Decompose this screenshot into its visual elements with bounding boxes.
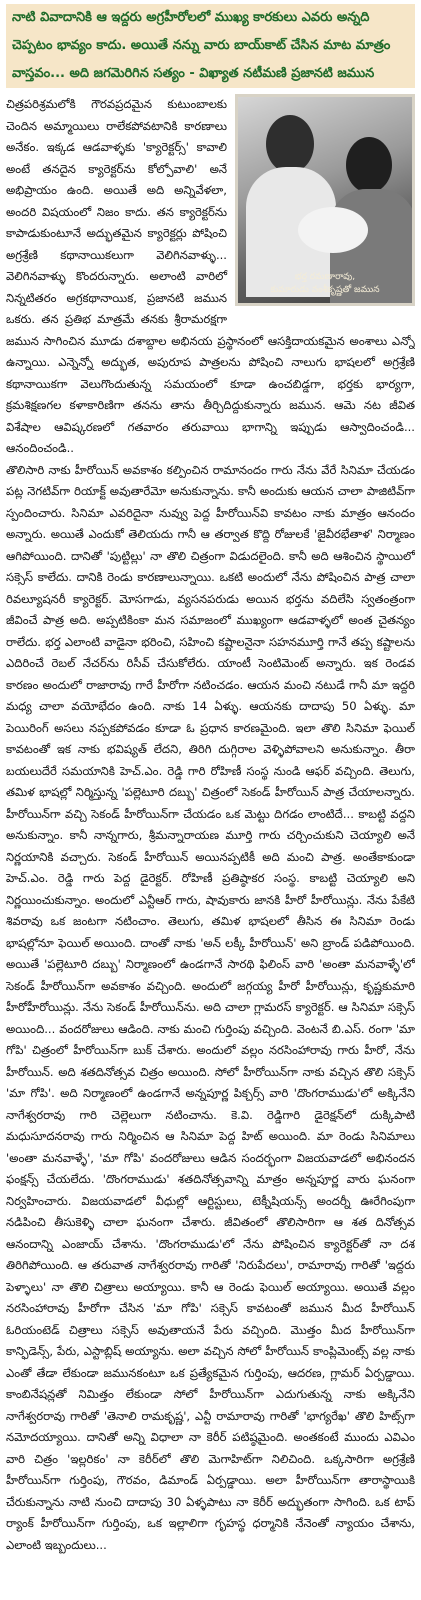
photo-figure-husband (266, 115, 314, 173)
photo-caption-line: కుమారుడు వంశీకృష్ణతో జమున (270, 285, 380, 295)
photo-caption (238, 271, 412, 297)
intro-paragraph: చిత్రపరిశ్రమలోకి గౌరవప్రదమైన కుటుంబాలకు చెందిన అమ్మాయిలు రాలేకపోవటానికి కారణాలు అనేకం. ఇక్కడ ఆడవాళ్ళకు 'క్యారెక్టర్స్' కావాలి అంటే తనదైన క్యారెక్టర్‌ను కోల్పోవాలి' అనే అభిప్రాయం ఉంది. అయితే అది అన్నివేళలా, అందరి విషయంలో నిజం కాదు. తన క్యారెక్టర్‌ను కాపాడుకుంటూనే అద్భుతమైన క్యారెక్టర్లు పోషించి అగ్రశ్రేణి కథానాయికలుగా వెలిగినవాళ్ళు... వెలిగినవాళ్ళు కొందరున్నారు. అలాంటి వారిలో నిన్నటితరం అగ్రకథానాయిక, ప్రజానటి జమున ఒకరు. తన ప్రతిభ మాత్రమే తనకు శ్రీరామరక్షగా జమున సాగించిన మూడు దశాబ్దాల అభినయ ప్రస్థానంలో ఆసక్తిదాయకమైన అంశాలు ఎన్నో ఉన్నాయి. ఎన్నెన్నో అద్భుత, అపురూప పాత్రలను పోషించి నాలుగు భాషలలో అగ్రశ్రేణి కథానాయికగా వెలుగొందుతున్న సమయంలో కూడా ఉంచబిడ్డగా, భర్తకు భార్యగా, క్రమశిక్షణగల కళాకారిణిగా తనను తాను తీర్చిదిద్దుకున్నారు జమున. ఆమె నట జీవిత విశేషాల ఆవిష్కరణలో గతవారం తరువాయి భాగాన్ని ఇప్పుడు ఆస్వాదించండి... ఆనందించండి.. (6, 97, 415, 455)
headline-line: చెప్పటం భావ్యం కాదు. అయితే నన్ను వారు బాయ్‌కాట్ చేసిన మాట మాత్రం (12, 38, 391, 53)
photo-caption-line: భర్త రమణారావు, (294, 272, 356, 282)
headline-line: నాటి వివాదానికి ఆ ఇద్దరు అగ్రహీరోలలో ముఖ్య కారకులు ఎవరు అన్నది (12, 10, 370, 25)
headline-line: వాస్తవం... అది జగమెరిగిన సత్యం - విఖ్యాత నటీమణి ప్రజానటి జమున (12, 66, 375, 81)
photo-figure-jamuna (346, 137, 392, 193)
family-photo (235, 94, 415, 306)
photo-figure-son (298, 207, 368, 253)
article-body (6, 94, 415, 1596)
headline-banner (6, 4, 415, 88)
body-paragraph: తొలిసారి నాకు హీరోయిన్ అవకాశం కల్పించిన రామానందం గారు నేను వేరే సినిమా చేయడం పట్ల నెగటివ్‌గా రియాక్ట్ అవుతారేమో అనుకున్నాను. కానీ అందుకు ఆయన చాలా పాజిటివ్‌గా స్పందించారు. సినిమా ఎవరిదైనా నువ్వు పెద్ద హీరోయిన్‌వి కావటం నాకు మాత్రం ఆనందం అన్నారు. అయితే ఎందుకో తెలియదు గానీ ఆ తర్వాత కొద్ది రోజులకే 'జైవీరభేతాళ' నిర్మాణం ఆగిపోయింది. దానితో 'పుట్టిల్లు' నా తొలి చిత్రంగా విడుదలైంది. కానీ అది ఆశించిన స్థాయిలో సక్సెస్ కాలేదు. దానికి రెండు కారణాలున్నాయి. ఒకటి అందులో నేను పోషించిన పాత్ర చాలా రివల్యూషనరీ క్యారెక్టర్. మోసగాడు, వ్యసనపరుడు అయిన భర్తను వదిలేసి స్వతంత్రంగా జీవించే పాత్ర అది. అప్పటికింకా మన సమాజంలో ముఖ్యంగా ఆడవాళ్ళలో అంత చైతన్యం రాలేదు. భర్త ఎలాంటి వాడైనా భరించి, సహించి కష్టాలనైనా సహనమూర్తి గానే తప్ప కష్టాలను ఎదిరించే రెబల్ నేచర్‌ను రిసీవ్ చేసుకోలేరు. యాంటీ సెంటిమెంట్ అన్నారు. ఇక రెండవ కారణం అందులో రాజారావు గారే హీరోగా నటించడం. ఆయన మంచి నటుడే గానీ మా ఇద్దరి మధ్య చాలా వయోభేదం ఉంది. నాకు 14 ఏళ్ళు. ఆయనకు దాదాపు 50 ఏళ్ళు. మా పెయిరింగ్ అసలు నప్పకపోవడం కూడా ఓ ప్రధాన కారణమైంది. ఇలా తొలి సినిమా ఫెయిల్ కావటంతో ఇక నాకు భవిష్యత్ లేదని, తిరిగి దుగ్గిరాల వెళ్ళిపోవాలని అనుకున్నాం. తీరా బయలుదేరే సమయానికి హెచ్.ఎం. రెడ్డి గారి రోహిణీ సంస్థ నుండి ఆఫర్ వచ్చింది. తెలుగు, తమిళ భాషల్లో నిర్మిస్తున్న 'పల్లెటూరి దబ్బు' చిత్రంలో సెకండ్ హీరోయిన్ పాత్ర చేయాలన్నారు. హీరోయిన్‌గా వచ్చి సెకండ్ హీరోయిన్‌గా చేయడం ఒక మెట్టు దిగడం లాంటిదే... కాబట్టి వద్దని అనుకున్నాం. కానీ నాన్నగారు, శ్రీమన్నారాయణ మూర్తి గారు చర్చించుకుని చెయ్యాలి అనే నిర్ణయానికి వచ్చారు. సెకండ్ హీరోయిన్ అయినప్పటికీ అది మంచి పాత్ర. అంతేకాకుండా హెచ్.ఎం. రెడ్డి గారు పెద్ద డైరెక్టర్. రోహిణీ ప్రతిష్ఠాకర సంస్థ. కాబట్టి చెయ్యాలి అని నిర్ణయించుకున్నాం. అందులో ఎన్టీఆర్ గారు, షావుకారు జానకి హీరో హీరోయిన్లు. నేను పేకేటి శివరావు ఒక జంటగా నటించాం. తెలుగు, తమిళ భాషలలో తీసిన ఈ సినిమా రెండు భాషల్లోనూ ఫెయిల్ అయింది. దాంతో నాకు 'అన్ లక్కీ హీరోయిన్' అని బ్రాండ్ పడిపోయింది. అయితే 'పల్లెటూరి దబ్బు' నిర్మాణంలో ఉండగానే సారథి ఫిలింస్ వారి 'అంతా మనవాళ్ళే'లో సెకండ్ హీరోయిన్‌గా అవకాశం వచ్చింది. అందులో జగ్గయ్య హీరో హీరోయిన్లు, కృష్ణకుమారి హీరోహీరోయిన్లు. నేను సెకండ్ హీరోయిన్‌ను. అది చాలా గ్లామరస్ క్యారెక్టర్. ఆ సినిమా సక్సెస్ అయింది... వందరోజులు ఆడింది. నాకు మంచి గుర్తింపు వచ్చింది. వెంటనే బి.ఎస్. రంగా 'మా గోపి' చిత్రంలో హీరోయిన్‌గా బుక్ చేశారు. అందులో వల్లం నరసింహారావు గారు హీరో, నేను హీరోయిన్. అది శతదినోత్సవ చిత్రం అయింది. సోలో హీరోయిన్‌గా నాకు వచ్చిన తొలి సక్సెస్ 'మా గోపి'. అది నిర్మాణంలో ఉండగానే అన్నపూర్ణ పిక్చర్స్ వారి 'దొంగరాముడు'లో అక్కినేని నాగేశ్వరరావు గారి చెల్లెలుగా నటించాను. కె.వి. రెడ్డిగారి డైరెక్షన్‌లో దుక్కిపాటి మధుసూదనరావు గారు నిర్మించిన ఆ సినిమా పెద్ద హిట్ అయింది. మా రెండు సినిమాలు 'అంతా మనవాళ్ళే', 'మా గోపి' వందరోజులు ఆడిన సందర్భంగా విజయవాడలో అభినందన ఫంక్షన్స్ చేయలేదు. 'దొంగరాముడు' శతదినోత్సవాన్ని మాత్రం అన్నపూర్ణ వారు ఘనంగా నిర్వహించారు. విజయవాడలో వీధుల్లో ఆర్టిస్టులు, టెక్నీషియన్స్ అందర్నీ ఊరేగింపుగా నడిపించి తీసుకెళ్ళి చాలా ఘనంగా చేశారు. జీవితంలో తొలిసారిగా ఆ శత దినోత్సవ ఆనందాన్ని ఎంజాయ్ చేశాను. 'దొంగరాముడు'లో నేను పోషించిన క్యారెక్టర్‌తో నా దశ తిరిగిపోయింది. ఆ తరువాత నాగేశ్వరరావు గారితో 'నిరుపేదలు', రామారావు గారితో 'ఇద్దరు పెళ్ళాలు' నా తొలి చిత్రాలు అయ్యాయి. కానీ ఆ రెండు ఫెయిల్ అయ్యాయి. అయితే వల్లం నరసింహారావు హీరోగా చేసిన 'మా గోపి' సక్సెస్ కావటంతో జమున మీద హీరోయిన్ ఓరియంటెడ్ చిత్రాలు సక్సెస్ అవుతాయనే పేరు వచ్చింది. మొత్తం మీద హీరోయిన్‌గా కాన్ఫిడెన్స్, పేరు, ఎస్టాబ్లిష్ అయ్యాను. అలా వచ్చిన సోలో హీరోయిన్ కాంప్లిమెంట్స్ వల్ల నాకు ఎంతో తేడా లేకుండా జమునకంటూ ఒక ప్రత్యేకమైన గుర్తింపు, ఆదరణ, గ్లామర్ ఏర్పడ్డాయి. కాంబినేషన్లతో నిమిత్తం లేకుండా సోలో హీరోయిన్‌గా ఎదుగుతున్న నాకు అక్కినేని నాగేశ్వరరావు గారితో 'తెనాలి రామకృష్ణ', ఎన్టీ రామారావు గారితో 'భాగ్యరేఖ' తొలి హిట్స్‌గా నమోదయ్యాయి. దానితో అన్ని విధాలా నా కెరీర్ పటిష్ఠమైంది. అంతకంటే ముందు ఎవిఎం వారి చిత్రం 'ఇల్లరికం' నా కెరీర్‌లో తొలి మెగాహిట్‌గా నిలిచింది. ఒక్కసారిగా అగ్రశ్రేణి హీరోయిన్‌గా గుర్తింపు, గౌరవం, డిమాండ్ ఏర్పడ్డాయి. అలా హీరోయిన్‌గా తారాస్థాయికి చేరుకున్నాను నాటి నుంచి దాదాపు 30 ఏళ్ళపాటు నా కెరీర్ అద్భుతంగా సాగింది. ఒక టాప్ ర్యాంక్ హీరోయిన్‌గా గుర్తింపు, ఒక ఇల్లాలిగా గృహస్థ ధర్మానికి నేనెంతో న్యాయం చేశాను, ఎలాంటి ఇబ్బందులు... (6, 462, 415, 1552)
